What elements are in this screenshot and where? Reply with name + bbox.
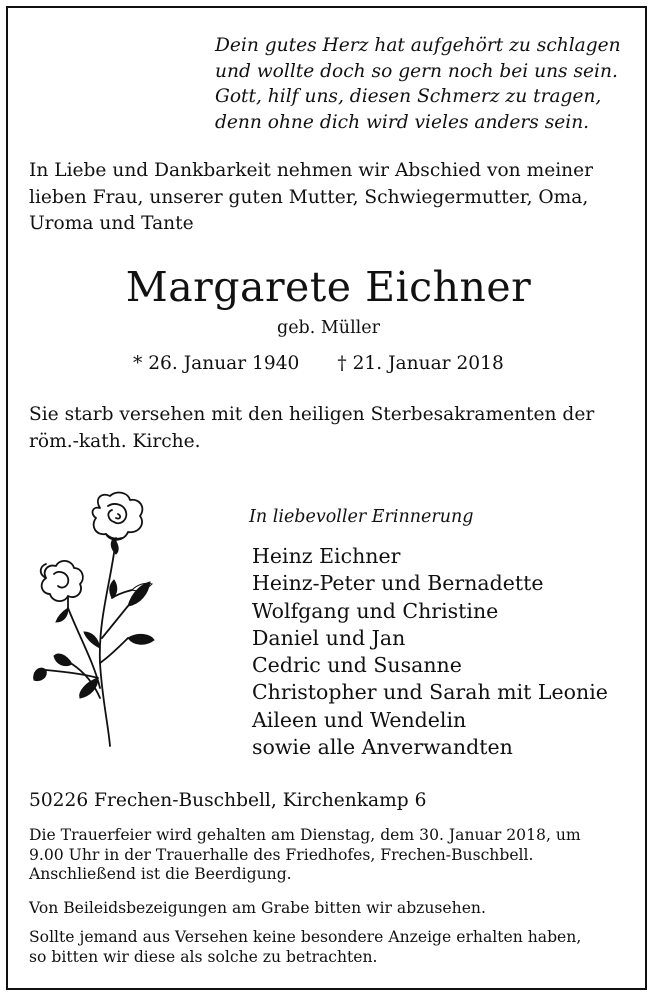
- sacraments-line: röm.-kath. Kirche.: [29, 430, 201, 452]
- life-dates: [133, 352, 504, 376]
- deceased-name: Margarete Eichner: [125, 263, 532, 311]
- mourner-name: sowie alle Anverwandten: [252, 735, 513, 760]
- family-address: 50226 Frechen-Buschbell, Kirchenkamp 6: [29, 790, 427, 811]
- birth-date: * 26. Januar 1940: [133, 353, 300, 374]
- memory-heading: In liebevoller Erinnerung: [249, 507, 474, 527]
- notice-line: Sollte jemand aus Versehen keine besondere Anzeige erhalten haben,: [29, 928, 582, 946]
- notice-line: so bitten wir diese als solche zu betrachten.: [29, 947, 378, 966]
- poem-line: Gott, hilf uns, diesen Schmerz zu tragen,: [215, 86, 602, 107]
- rose-icon: [28, 488, 158, 753]
- birth-name: geb. Müller: [277, 318, 380, 338]
- ceremony-text: [29, 826, 623, 885]
- poem-line: Dein gutes Herz hat aufgehört zu schlagen: [215, 35, 621, 56]
- death-date: † 21. Januar 2018: [337, 353, 504, 374]
- intro-line: lieben Frau, unserer guten Mutter, Schwiegermutter, Oma,: [29, 186, 589, 208]
- intro-line: In Liebe und Dankbarkeit nehmen wir Abschied von meiner: [29, 160, 594, 181]
- mourner-name: Wolfgang und Christine: [252, 598, 499, 623]
- mourner-name: Heinz-Peter und Bernadette: [252, 571, 544, 596]
- mourner-name: Heinz Eichner: [252, 544, 401, 568]
- condolence-text: Von Beileidsbezeigungen am Grabe bitten wir abzusehen.: [29, 899, 486, 917]
- ceremony-line: Die Trauerfeier wird gehalten am Dienstag, dem 30. Januar 2018, um: [29, 826, 581, 844]
- mourner-name: Aileen und Wendelin: [252, 707, 467, 732]
- ceremony-line: 9.00 Uhr in der Trauerhalle des Friedhofes, Frechen-Buschbell.: [29, 845, 534, 864]
- poem-line: und wollte doch so gern noch bei uns sein.: [215, 60, 618, 82]
- poem: [215, 33, 635, 135]
- intro-text: [29, 158, 623, 238]
- sacraments-line: Sie starb versehen mit den heiligen Sterbesakramenten der: [29, 404, 595, 425]
- mourners-list: [252, 543, 608, 761]
- poem-line: denn ohne dich wird vieles anders sein.: [215, 111, 590, 133]
- sacraments-text: [29, 402, 623, 455]
- mourner-name: Daniel und Jan: [252, 625, 406, 650]
- intro-line: Uroma und Tante: [29, 213, 194, 234]
- mourner-name: Cedric und Susanne: [252, 653, 462, 678]
- ceremony-line: Anschließend ist die Beerdigung.: [29, 865, 292, 883]
- notice-text: [29, 928, 623, 967]
- mourner-name: Christopher und Sarah mit Leonie: [252, 680, 608, 705]
